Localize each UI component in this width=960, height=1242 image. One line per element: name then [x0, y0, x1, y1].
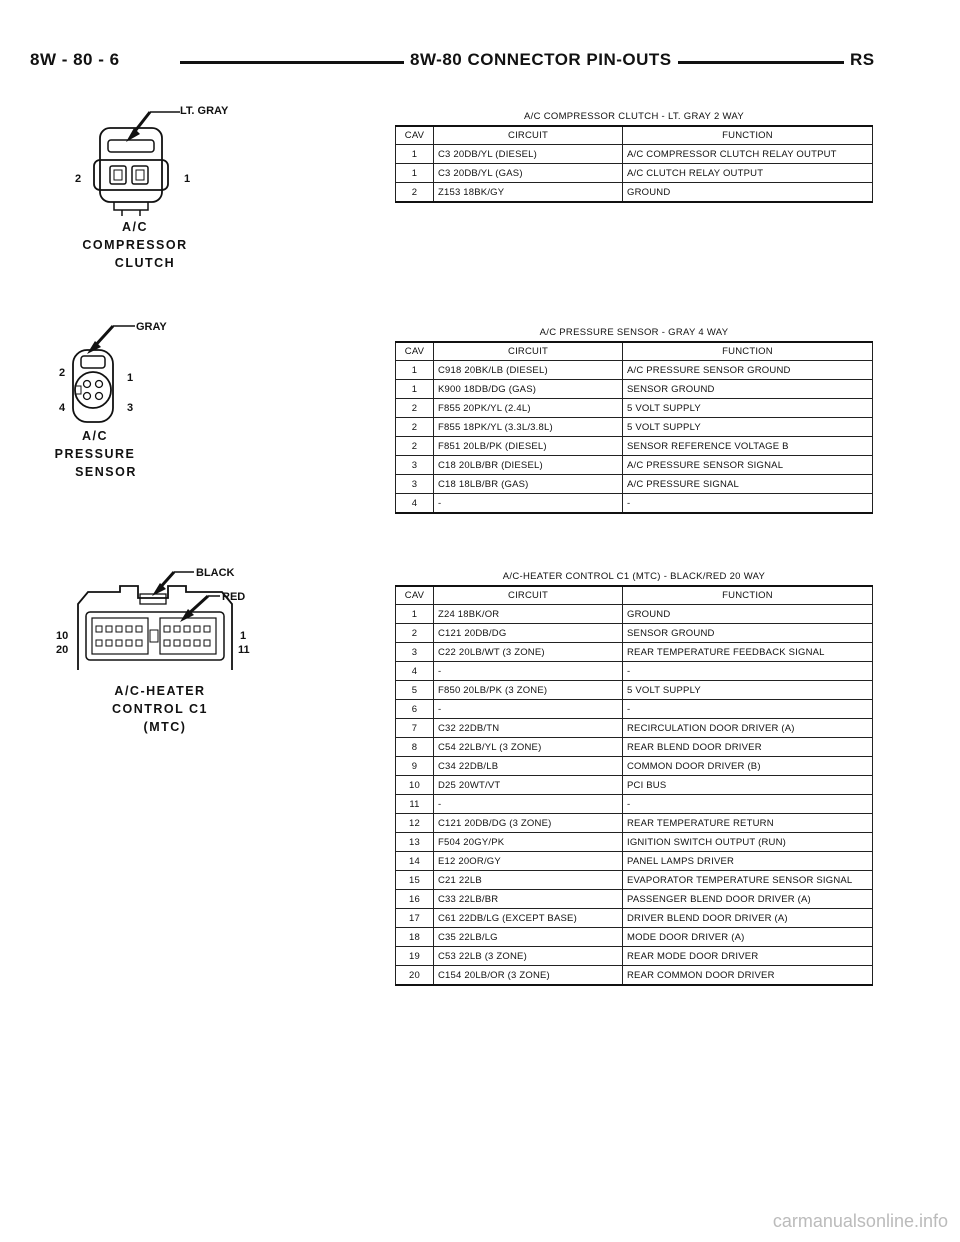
function-cell: A/C COMPRESSOR CLUTCH RELAY OUTPUT — [623, 145, 873, 164]
table-row — [396, 795, 873, 814]
circuit-cell: C34 22DB/LB — [434, 757, 623, 776]
table-row — [396, 909, 873, 928]
cav-cell: 7 — [396, 719, 434, 738]
table-row — [396, 890, 873, 909]
circuit-cell: F855 20PK/YL (2.4L) — [434, 399, 623, 418]
table-row — [396, 757, 873, 776]
table-row — [396, 145, 873, 164]
circuit-cell: C18 18LB/BR (GAS) — [434, 475, 623, 494]
pin-label-10: 10 — [56, 630, 69, 642]
cav-cell: 3 — [396, 643, 434, 662]
function-cell: 5 VOLT SUPPLY — [623, 681, 873, 700]
table-row — [396, 966, 873, 986]
pressure-sensor-label — [40, 427, 150, 481]
function-cell: GROUND — [623, 183, 873, 203]
table-header-row — [396, 586, 873, 605]
page-header — [30, 44, 880, 76]
circuit-cell: C54 22LB/YL (3 ZONE) — [434, 738, 623, 757]
table-header-row — [396, 342, 873, 361]
function-cell: COMMON DOOR DRIVER (B) — [623, 757, 873, 776]
table-row — [396, 399, 873, 418]
red-callout: RED — [222, 591, 246, 603]
circuit-cell: C3 20DB/YL (DIESEL) — [434, 145, 623, 164]
header-rule-right — [655, 61, 865, 64]
cav-cell: 1 — [396, 164, 434, 183]
circuit-cell: C121 20DB/DG — [434, 624, 623, 643]
circuit-cell: K900 18DB/DG (GAS) — [434, 380, 623, 399]
function-cell: - — [623, 494, 873, 514]
table-row — [396, 814, 873, 833]
circuit-cell: E12 20OR/GY — [434, 852, 623, 871]
cav-cell: 8 — [396, 738, 434, 757]
circuit-cell: C61 22DB/LG (EXCEPT BASE) — [434, 909, 623, 928]
circuit-cell: Z153 18BK/GY — [434, 183, 623, 203]
table-row — [396, 437, 873, 456]
cav-cell: 3 — [396, 456, 434, 475]
label-line: (MTC) — [143, 720, 187, 734]
label-line: A/C — [81, 429, 109, 443]
cav-cell: 13 — [396, 833, 434, 852]
cav-cell: 2 — [396, 183, 434, 203]
circuit-cell: F850 20LB/PK (3 ZONE) — [434, 681, 623, 700]
circuit-cell: - — [434, 494, 623, 514]
table-body — [396, 145, 873, 203]
function-header: FUNCTION — [623, 126, 873, 145]
cav-cell: 1 — [396, 361, 434, 380]
cav-cell: 4 — [396, 662, 434, 681]
pressure-sensor-connector-diagram — [55, 318, 245, 428]
header-rule-left — [180, 61, 405, 64]
circuit-cell: C21 22LB — [434, 871, 623, 890]
cav-cell: 16 — [396, 890, 434, 909]
function-cell: REAR TEMPERATURE RETURN — [623, 814, 873, 833]
cav-cell: 15 — [396, 871, 434, 890]
pin-label-1: 1 — [127, 372, 134, 384]
function-cell: SENSOR GROUND — [623, 624, 873, 643]
cav-cell: 2 — [396, 399, 434, 418]
function-cell: 5 VOLT SUPPLY — [623, 418, 873, 437]
function-cell: RECIRCULATION DOOR DRIVER (A) — [623, 719, 873, 738]
function-cell: A/C PRESSURE SIGNAL — [623, 475, 873, 494]
table-row — [396, 833, 873, 852]
table-row — [396, 380, 873, 399]
cav-cell: 17 — [396, 909, 434, 928]
label-line: CONTROL C1 — [111, 702, 209, 716]
cav-cell: 18 — [396, 928, 434, 947]
table-row — [396, 183, 873, 203]
function-cell: PASSENGER BLEND DOOR DRIVER (A) — [623, 890, 873, 909]
function-cell: SENSOR GROUND — [623, 380, 873, 399]
circuit-cell: C32 22DB/TN — [434, 719, 623, 738]
label-line: SENSOR — [75, 465, 137, 479]
table-row — [396, 681, 873, 700]
cav-cell: 2 — [396, 624, 434, 643]
pin-label-1: 1 — [184, 173, 191, 185]
pin-label-4: 4 — [59, 402, 66, 414]
function-cell: IGNITION SWITCH OUTPUT (RUN) — [623, 833, 873, 852]
cav-cell: 20 — [396, 966, 434, 986]
table-row — [396, 928, 873, 947]
table-row — [396, 361, 873, 380]
circuit-cell: C22 20LB/WT (3 ZONE) — [434, 643, 623, 662]
circuit-cell: - — [434, 700, 623, 719]
gray-callout: GRAY — [136, 321, 167, 333]
table-row — [396, 643, 873, 662]
function-header: FUNCTION — [623, 342, 873, 361]
table-row — [396, 494, 873, 514]
pressure-sensor-table — [395, 341, 873, 514]
circuit-cell: F851 20LB/PK (DIESEL) — [434, 437, 623, 456]
cav-cell: 10 — [396, 776, 434, 795]
label-line: COMPRESSOR — [82, 238, 188, 252]
cav-cell: 19 — [396, 947, 434, 966]
black-callout: BLACK — [196, 567, 235, 579]
function-cell: A/C CLUTCH RELAY OUTPUT — [623, 164, 873, 183]
page-number: 8W - 80 - 6 — [24, 50, 126, 70]
pin-label-2: 2 — [59, 367, 66, 379]
cav-cell: 9 — [396, 757, 434, 776]
cav-cell: 11 — [396, 795, 434, 814]
function-cell: A/C PRESSURE SENSOR GROUND — [623, 361, 873, 380]
circuit-cell: C154 20LB/OR (3 ZONE) — [434, 966, 623, 986]
label-line: A/C-HEATER — [114, 684, 206, 698]
cav-header: CAV — [396, 586, 434, 605]
cav-cell: 6 — [396, 700, 434, 719]
heater-control-title: A/C-HEATER CONTROL C1 (MTC) - BLACK/RED 20 WAY — [502, 571, 766, 582]
lt-gray-callout: LT. GRAY — [180, 105, 229, 117]
heater-control-label — [90, 682, 230, 736]
cav-header: CAV — [396, 126, 434, 145]
function-header: FUNCTION — [623, 586, 873, 605]
cav-cell: 4 — [396, 494, 434, 514]
circuit-cell: C121 20DB/DG (3 ZONE) — [434, 814, 623, 833]
heater-control-table — [395, 585, 873, 986]
circuit-cell: F855 18PK/YL (3.3L/3.8L) — [434, 418, 623, 437]
table-row — [396, 662, 873, 681]
function-cell: - — [623, 700, 873, 719]
cav-header: CAV — [396, 342, 434, 361]
function-cell: REAR MODE DOOR DRIVER — [623, 947, 873, 966]
section-code: RS — [844, 50, 881, 70]
circuit-header: CIRCUIT — [434, 126, 623, 145]
circuit-header: CIRCUIT — [434, 342, 623, 361]
function-cell: EVAPORATOR TEMPERATURE SENSOR SIGNAL — [623, 871, 873, 890]
table-row — [396, 418, 873, 437]
circuit-header: CIRCUIT — [434, 586, 623, 605]
page-title: 8W-80 CONNECTOR PIN-OUTS — [404, 50, 678, 70]
table-row — [396, 719, 873, 738]
table-row — [396, 475, 873, 494]
function-cell: A/C PRESSURE SENSOR SIGNAL — [623, 456, 873, 475]
pin-label-2: 2 — [75, 173, 82, 185]
pin-label-11: 11 — [238, 644, 250, 656]
cav-cell: 5 — [396, 681, 434, 700]
table-header-row — [396, 126, 873, 145]
label-line: CLUTCH — [114, 256, 176, 270]
pin-label-3: 3 — [127, 402, 134, 414]
function-cell: REAR BLEND DOOR DRIVER — [623, 738, 873, 757]
circuit-cell: Z24 18BK/OR — [434, 605, 623, 624]
function-cell: 5 VOLT SUPPLY — [623, 399, 873, 418]
table-row — [396, 624, 873, 643]
function-cell: REAR TEMPERATURE FEEDBACK SIGNAL — [623, 643, 873, 662]
circuit-cell: - — [434, 795, 623, 814]
circuit-cell: F504 20GY/PK — [434, 833, 623, 852]
cav-cell: 2 — [396, 437, 434, 456]
function-cell: MODE DOOR DRIVER (A) — [623, 928, 873, 947]
table-row — [396, 164, 873, 183]
function-cell: PANEL LAMPS DRIVER — [623, 852, 873, 871]
circuit-cell: - — [434, 662, 623, 681]
circuit-cell: C35 22LB/LG — [434, 928, 623, 947]
cav-cell: 12 — [396, 814, 434, 833]
table-row — [396, 871, 873, 890]
compressor-clutch-label — [60, 218, 210, 272]
table-body — [396, 361, 873, 514]
function-cell: DRIVER BLEND DOOR DRIVER (A) — [623, 909, 873, 928]
function-cell: REAR COMMON DOOR DRIVER — [623, 966, 873, 986]
cav-cell: 14 — [396, 852, 434, 871]
circuit-cell: C53 22LB (3 ZONE) — [434, 947, 623, 966]
label-line: PRESSURE — [54, 447, 136, 461]
circuit-cell: C3 20DB/YL (GAS) — [434, 164, 623, 183]
table-row — [396, 738, 873, 757]
circuit-cell: C918 20BK/LB (DIESEL) — [434, 361, 623, 380]
table-row — [396, 605, 873, 624]
table-row — [396, 852, 873, 871]
circuit-cell: D25 20WT/VT — [434, 776, 623, 795]
compressor-clutch-title: A/C COMPRESSOR CLUTCH - LT. GRAY 2 WAY — [524, 111, 744, 122]
pin-label-20: 20 — [56, 644, 69, 656]
compressor-clutch-table — [395, 125, 873, 203]
function-cell: - — [623, 662, 873, 681]
table-row — [396, 456, 873, 475]
pin-label-1: 1 — [240, 630, 247, 642]
pressure-sensor-title: A/C PRESSURE SENSOR - GRAY 4 WAY — [539, 327, 729, 338]
watermark: carmanualsonline.info — [772, 1211, 948, 1231]
cav-cell: 1 — [396, 380, 434, 399]
function-cell: PCI BUS — [623, 776, 873, 795]
label-line: A/C — [121, 220, 149, 234]
table-body — [396, 605, 873, 986]
table-row — [396, 947, 873, 966]
table-row — [396, 776, 873, 795]
circuit-cell: C18 20LB/BR (DIESEL) — [434, 456, 623, 475]
table-row — [396, 700, 873, 719]
cav-cell: 1 — [396, 145, 434, 164]
cav-cell: 3 — [396, 475, 434, 494]
compressor-clutch-connector-diagram — [70, 100, 260, 230]
function-cell: - — [623, 795, 873, 814]
function-cell: SENSOR REFERENCE VOLTAGE B — [623, 437, 873, 456]
circuit-cell: C33 22LB/BR — [434, 890, 623, 909]
cav-cell: 1 — [396, 605, 434, 624]
function-cell: GROUND — [623, 605, 873, 624]
cav-cell: 2 — [396, 418, 434, 437]
